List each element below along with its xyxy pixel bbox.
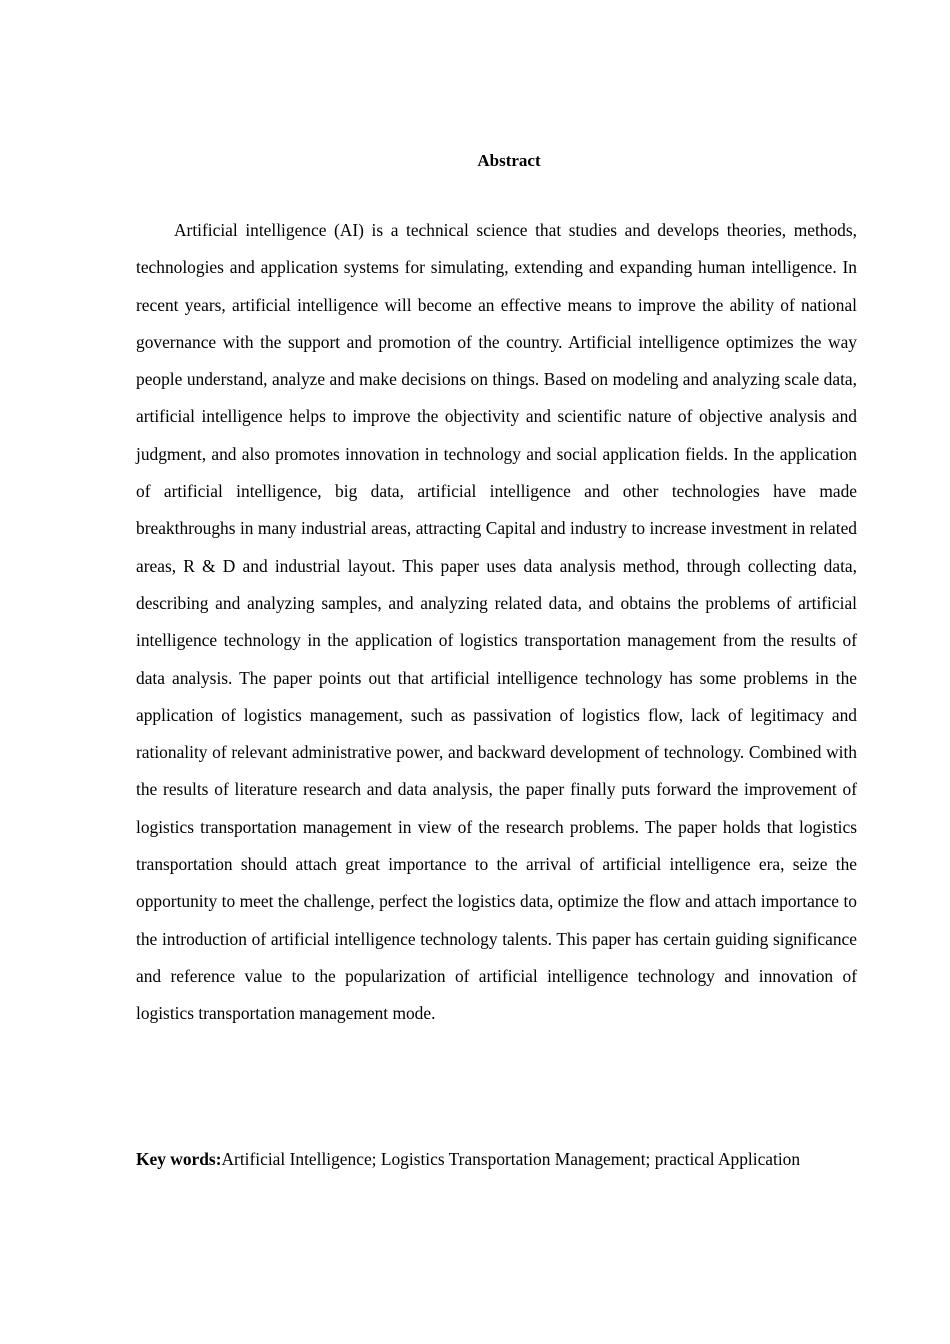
keywords-line xyxy=(136,1141,857,1178)
abstract-heading: Abstract xyxy=(477,151,541,170)
keywords-value: Artificial Intelligence; Logistics Transportation Management; practical Application xyxy=(221,1149,801,1169)
abstract-paragraph: Artificial intelligence (AI) is a technical science that studies and develops theories, methods, technologies and application systems for simulating, extending and expanding human intelligence. In recent years, artificial intelligence will become an effective means to improve the ability of national governance with the support and promotion of the country. Artificial intelligence optimizes the way people understand, analyze and make decisions on things. Based on modeling and analyzing scale data, artificial intelligence helps to improve the objectivity and scientific nature of objective analysis and judgment, and also promotes innovation in technology and social application fields. In the application of artificial intelligence, big data, artificial intelligence and other technologies have made breakthroughs in many industrial areas, attracting Capital and industry to increase investment in related areas, R & D and industrial layout. This paper uses data analysis method, through collecting data, describing and analyzing samples, and analyzing related data, and obtains the problems of artificial intelligence technology in the application of logistics transportation management from the results of data analysis. The paper points out that artificial intelligence technology has some problems in the application of logistics management, such as passivation of logistics flow, lack of legitimacy and rationality of relevant administrative power, and backward development of technology. Combined with the results of literature research and data analysis, the paper finally puts forward the improvement of logistics transportation management in view of the research problems. The paper holds that logistics transportation should attach great importance to the arrival of artificial intelligence era, seize the opportunity to meet the challenge, perfect the logistics data, optimize the flow and attach importance to the introduction of artificial intelligence technology talents. This paper has certain guiding significance and reference value to the popularization of artificial intelligence technology and innovation of logistics transportation management mode. xyxy=(136,220,857,1024)
keywords-label: Key words: xyxy=(136,1149,222,1169)
